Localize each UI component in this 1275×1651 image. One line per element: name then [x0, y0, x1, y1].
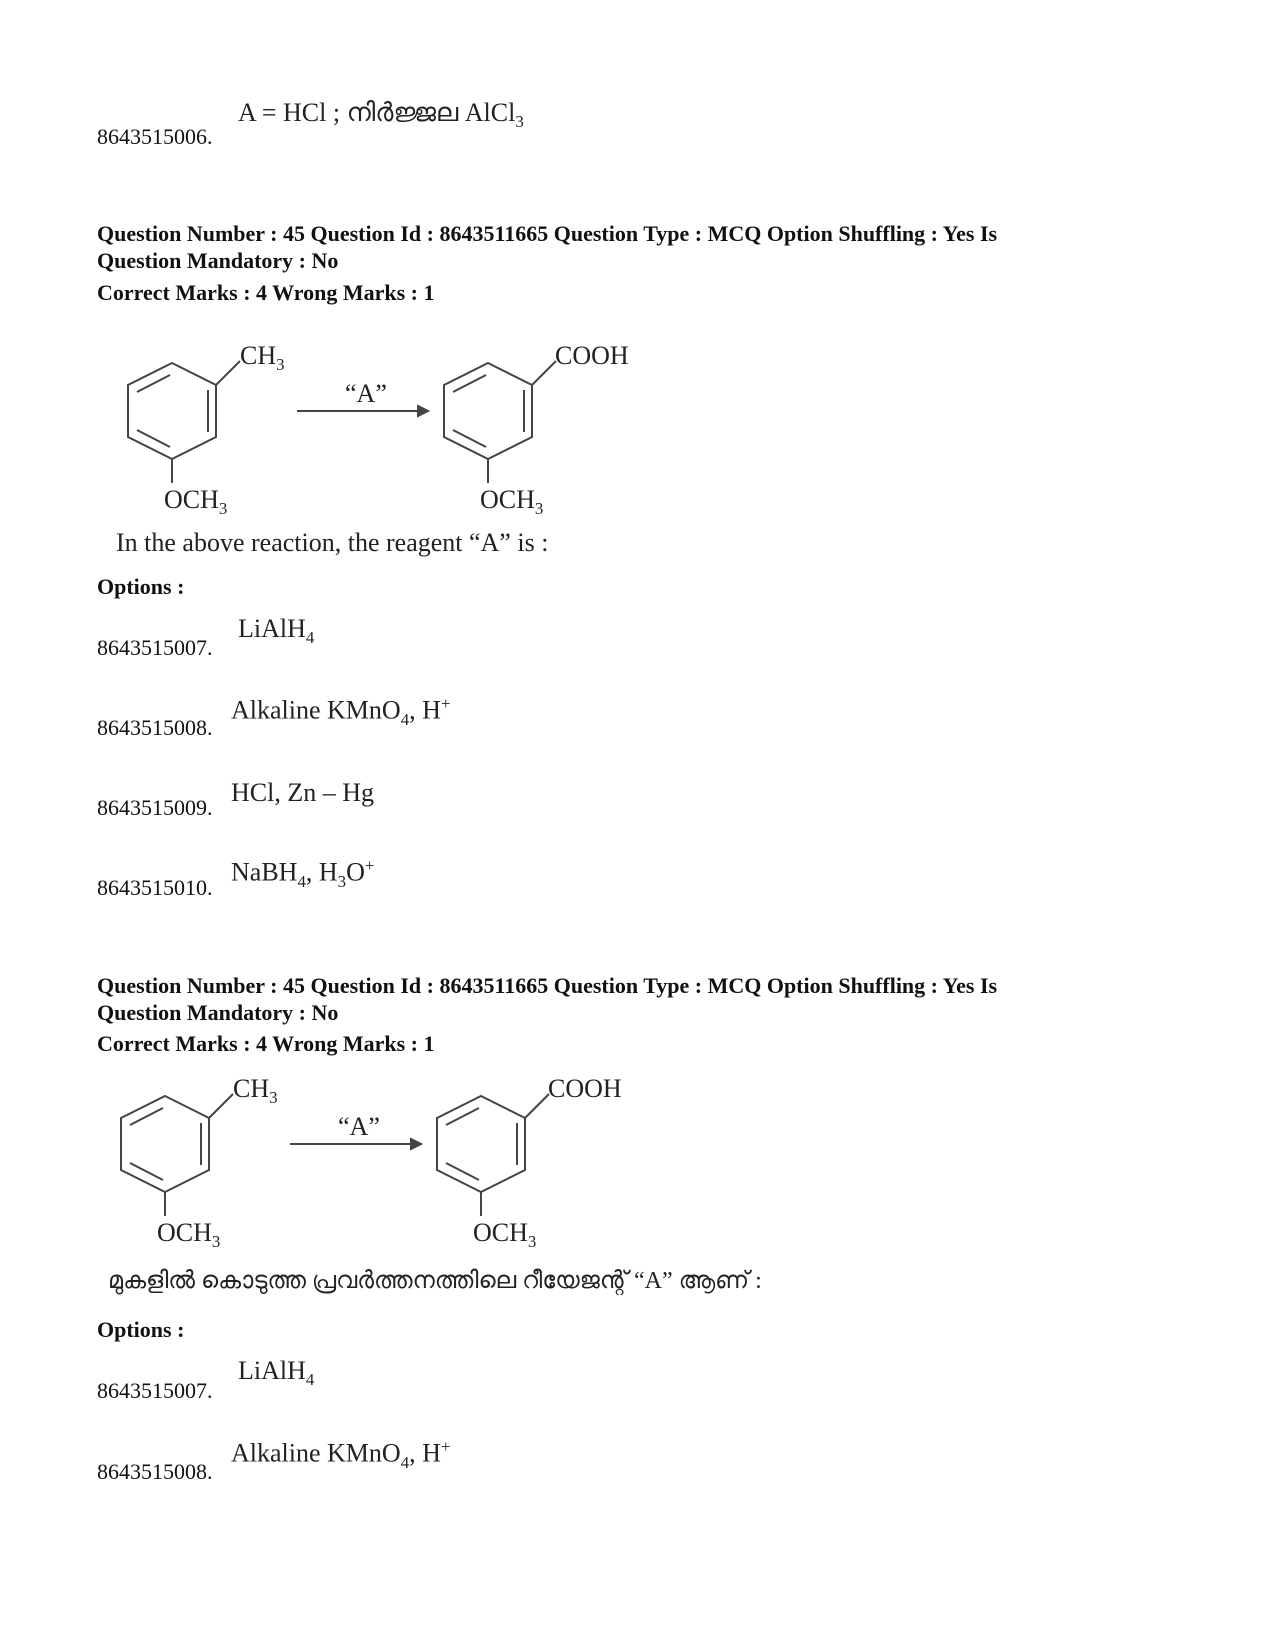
question-stem: മുകളിൽ കൊടുത്ത പ്രവർത്തനത്തിലെ റീയേജന്റ് “A” ആണ് : — [108, 1268, 762, 1294]
option-text: HCl, Zn – Hg — [231, 778, 374, 807]
question-marks: Correct Marks : 4 Wrong Marks : 1 — [97, 280, 435, 305]
product-benzene-ring — [437, 1096, 525, 1192]
question-header: Question Number : 45 Question Id : 8643511665 Question Type : MCQ Option Shuffling : Yes Is — [97, 221, 998, 246]
option-id: 8643515009. — [97, 795, 213, 820]
reactant-bottom-group: $OCH_3$ — [164, 485, 228, 519]
reaction-arrowhead — [411, 1139, 421, 1149]
option-id: 8643515008. — [97, 715, 213, 740]
option-id: 8643515008. — [97, 1459, 213, 1484]
product-benzene-ring — [444, 363, 532, 459]
reactant-top-group: $CH_3$ — [240, 341, 285, 375]
option-id: 8643515007. — [97, 635, 213, 660]
reactant-bottom-group: $OCH_3$ — [157, 1218, 221, 1252]
options-label: Options : — [97, 574, 185, 599]
question-mandatory: Question Mandatory : No — [97, 248, 339, 273]
product-bottom-group: $OCH_3$ — [473, 1218, 537, 1252]
question-stem: In the above reaction, the reagent “A” is : — [116, 528, 549, 557]
product-substituent-bond — [525, 1094, 549, 1118]
option-text: Alkaline KMnO$_4$, H+ — [231, 694, 451, 729]
reactant-substituent-bond — [216, 361, 240, 385]
reaction-diagram — [93, 1068, 653, 1258]
option-id: 8643515006. — [97, 124, 213, 149]
options-label: Options : — [97, 1317, 185, 1342]
option-text: LiAlH$_4$ — [238, 614, 315, 648]
question-header: Question Number : 45 Question Id : 8643511665 Question Type : MCQ Option Shuffling : Yes Is — [97, 973, 998, 998]
reaction-arrowhead — [418, 406, 428, 416]
product-top-group: COOH — [555, 341, 629, 370]
product-bottom-group: $OCH_3$ — [480, 485, 544, 519]
option-text-main: A = HCl ; നിർജ്ജല AlCl — [238, 98, 516, 127]
option-text: Alkaline KMnO$_4$, H+ — [231, 1437, 451, 1472]
option-id: 8643515010. — [97, 875, 213, 900]
reaction-diagram — [100, 335, 660, 525]
option-text-sub: 3 — [515, 112, 524, 132]
reagent-label: “A” — [338, 1112, 380, 1141]
product-substituent-bond — [532, 361, 556, 385]
option-text — [238, 98, 524, 132]
reactant-benzene-ring — [128, 363, 216, 459]
reagent-label: “A” — [345, 379, 387, 408]
option-text: NaBH$_4$, $H_3O^+$ — [231, 856, 375, 891]
reactant-benzene-ring — [121, 1096, 209, 1192]
option-text: LiAlH$_4$ — [238, 1356, 315, 1390]
reactant-substituent-bond — [209, 1094, 233, 1118]
question-marks: Correct Marks : 4 Wrong Marks : 1 — [97, 1031, 435, 1056]
option-id: 8643515007. — [97, 1378, 213, 1403]
product-top-group: COOH — [548, 1074, 622, 1103]
question-mandatory: Question Mandatory : No — [97, 1000, 339, 1025]
reactant-top-group: $CH_3$ — [233, 1074, 278, 1108]
